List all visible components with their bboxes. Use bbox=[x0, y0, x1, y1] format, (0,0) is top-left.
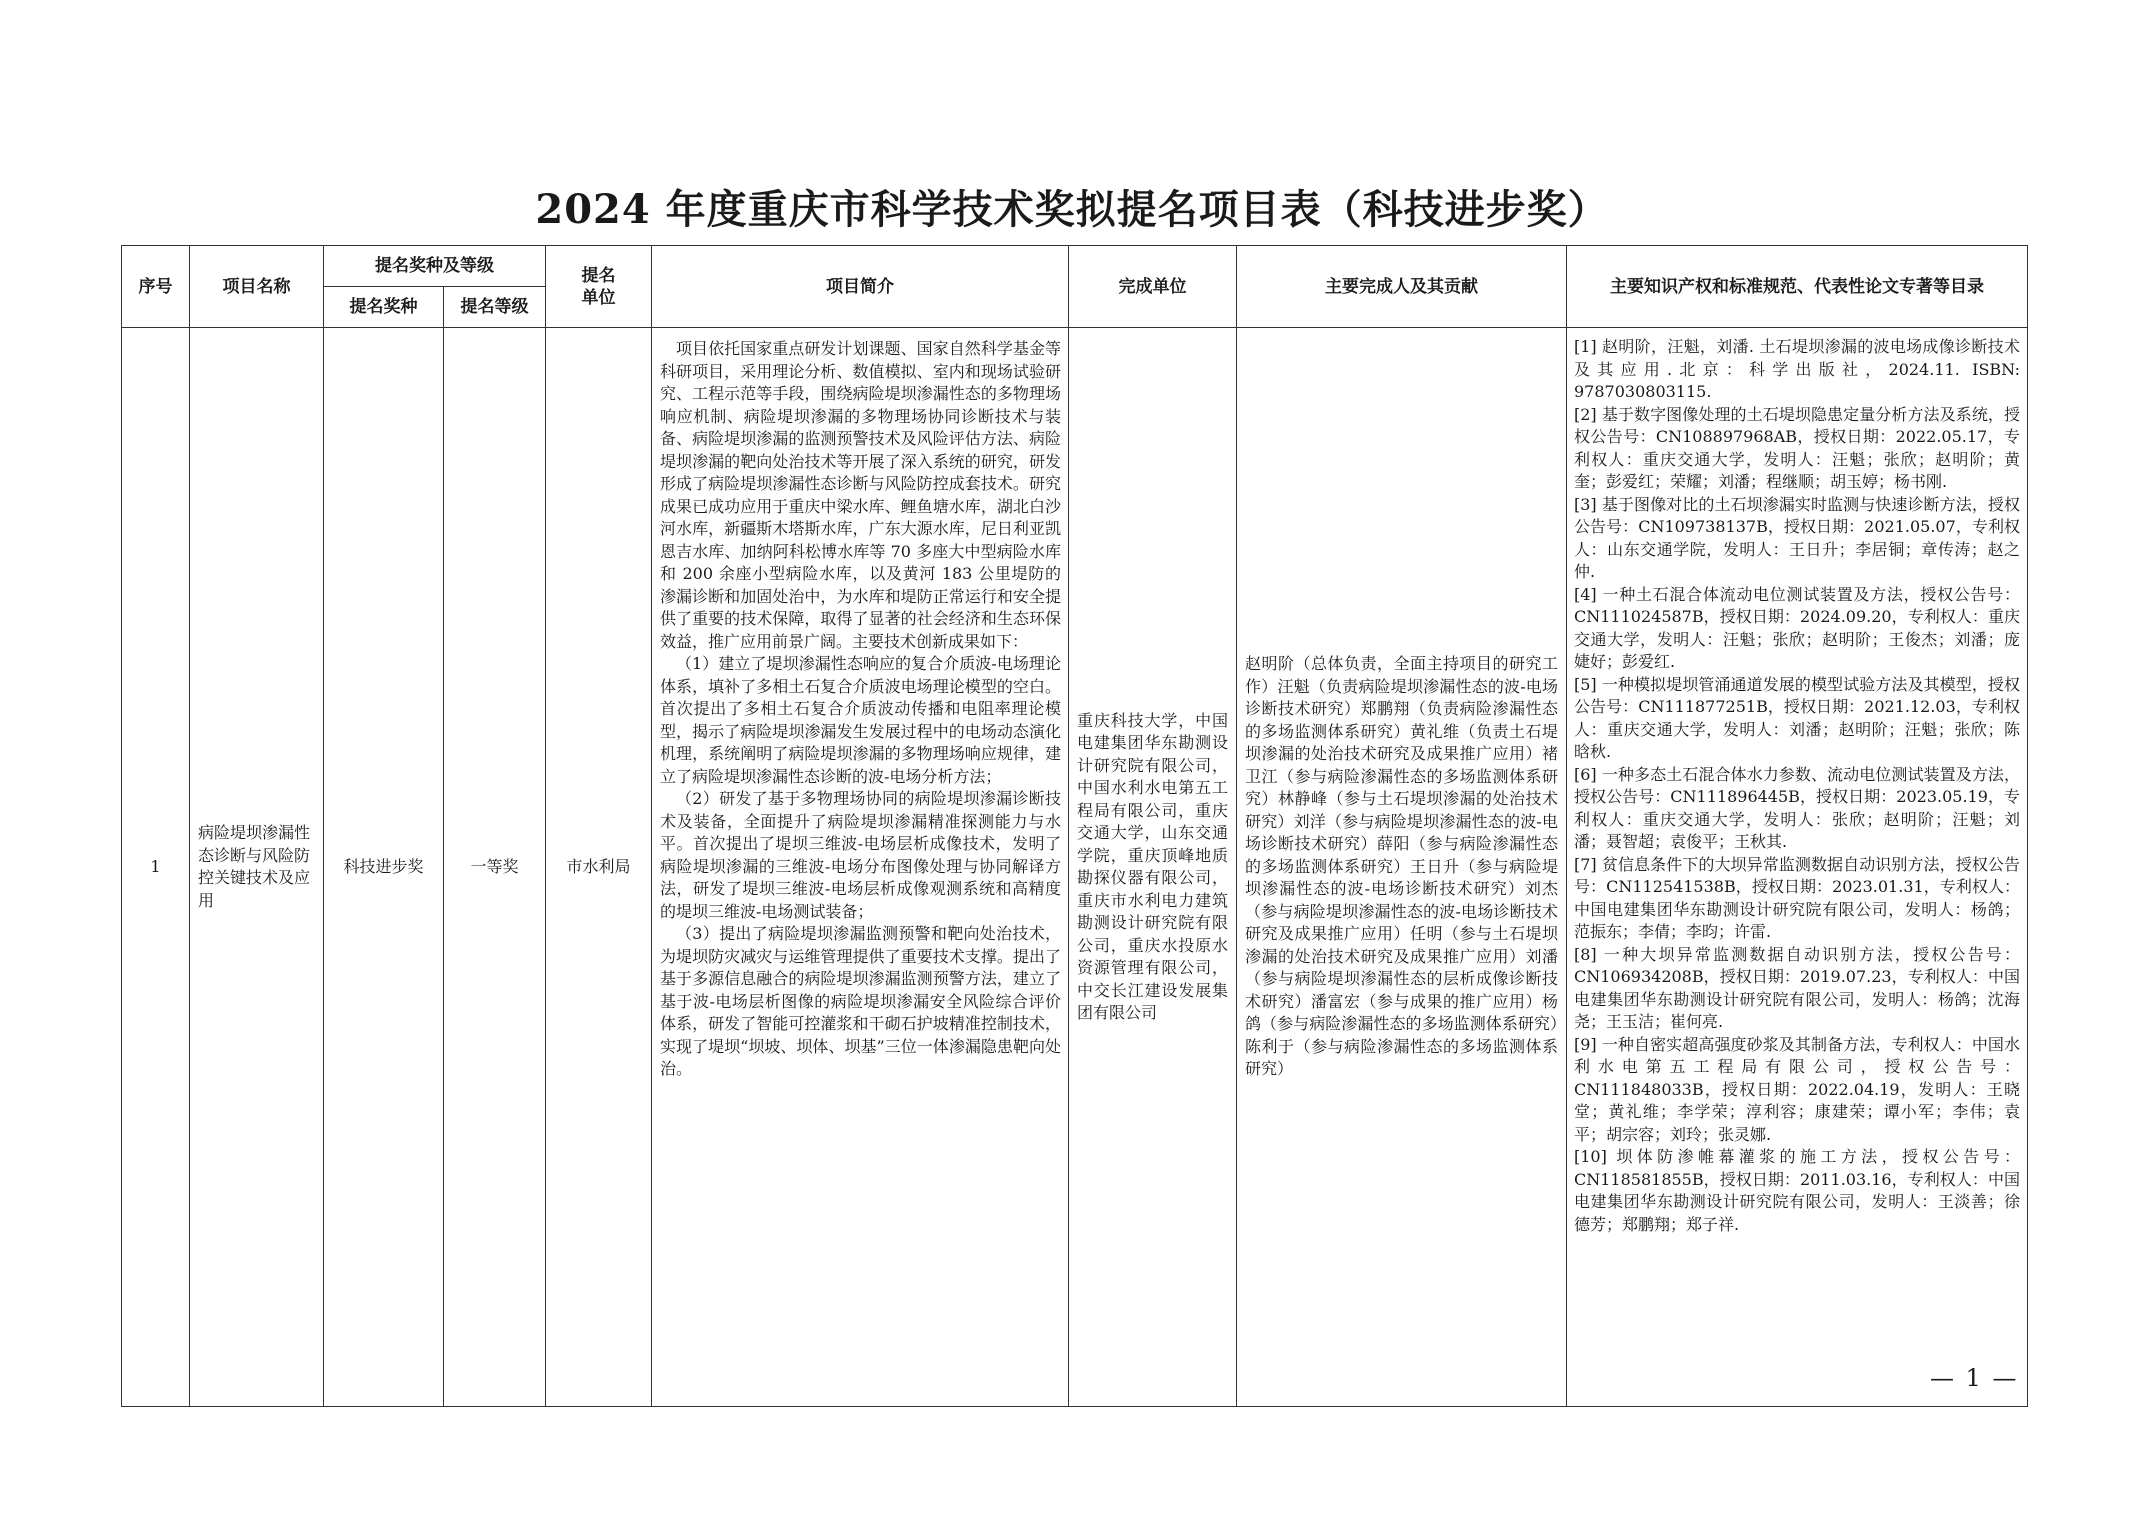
ip-item: [9] 一种自密实超高强度砂浆及其制备方法，专利权人：中国水利水电第五工程局有限公司，授权公告号：CN111848033B，授权日期：2022.04.19，发明人：王晓堂；黄礼维；李学荣；淳利容；康建荣；谭小军；李伟；袁平；胡宗容；刘玲；张灵娜. bbox=[1574, 1034, 2020, 1144]
ip-item: [1] 赵明阶，汪魁，刘潘. 土石堤坝渗漏的波电场成像诊断技术及其应用.北京：科学出版社，2024.11. ISBN: 9787030803115. bbox=[1574, 337, 2020, 401]
cell-award-level: 一等奖 bbox=[444, 328, 546, 1407]
page-number: — 1 — bbox=[1930, 1364, 2019, 1392]
header-summary: 项目简介 bbox=[652, 246, 1069, 328]
ip-item: [8] 一种大坝异常监测数据自动识别方法，授权公告号：CN106934208B，授权日期：2019.07.23，专利权人：中国电建集团华东勘测设计研究院有限公司，发明人：杨鸽；沈海尧；王玉洁；崔何亮. bbox=[1574, 944, 2020, 1031]
cell-award-type: 科技进步奖 bbox=[324, 328, 444, 1407]
header-award-type: 提名奖种 bbox=[324, 287, 444, 328]
ip-item: [3] 基于图像对比的土石坝渗漏实时监测与快速诊断方法，授权公告号：CN109738137B，授权日期：2021.05.07，专利权人：山东交通学院，发明人：王日升；李居铜；章传涛；赵之仲. bbox=[1574, 494, 2020, 581]
summary-paragraph: （2）研发了基于多物理场协同的病险堤坝渗漏诊断技术及装备，全面提升了病险堤坝渗漏精准探测能力与水平。首次提出了堤坝三维波-电场层析成像技术，发明了病险堤坝渗漏的三维波-电场分布图像处理与协同解译方法，研发了堤坝三维波-电场层析成像观测系统和高精度的堤坝三维波-电场测试装备； bbox=[660, 789, 1061, 921]
page-title: 2024 年度重庆市科学技术奖拟提名项目表（科技进步奖） bbox=[535, 186, 1609, 233]
summary-paragraph: 项目依托国家重点研发计划课题、国家自然科学基金等科研项目，采用理论分析、数值模拟、室内和现场试验研究、工程示范等手段，围绕病险堤坝渗漏性态的多物理场响应机制、病险堤坝渗漏的多物理场协同诊断技术与装备、病险堤坝渗漏的监测预警技术及风险评估方法、病险堤坝渗漏的靶向处治技术等开展了深入系统的研究，研发形成了病险堤坝渗漏性态诊断与风险防控成套技术。研究成果已成功应用于重庆中梁水库、鲤鱼塘水库，湖北白沙河水库，新疆斯木塔斯水库，广东大源水库，尼日利亚凯恩吉水库、加纳阿科松博水库等 70 多座大中型病险水库和 200 余座小型病险水库，以及黄河 183 公里堤防的渗漏诊断和加固处治中，为水库和堤防正常运行和安全提供了重要的技术保障，取得了显著的社会经济和生态环保效益，推广应用前景广阔。主要技术创新成果如下： bbox=[660, 339, 1061, 651]
cell-completing-units: 重庆科技大学，中国电建集团华东勘测设计研究院有限公司，中国水利水电第五工程局有限公司，重庆交通大学，山东交通学院，重庆顶峰地质勘探仪器有限公司，重庆市水利电力建筑勘测设计研究院有限公司，重庆水投原水资源管理有限公司，中交长江建设发展集团有限公司 bbox=[1069, 328, 1237, 1407]
cell-ip-catalog bbox=[1567, 328, 2028, 1407]
ip-item: [6] 一种多态土石混合体水力参数、流动电位测试装置及方法，授权公告号：CN111896445B，授权日期：2023.05.19，专利权人：重庆交通大学，发明人：张欣；赵明阶；汪魁；刘潘；聂智超；袁俊平；王秋其. bbox=[1574, 764, 2020, 851]
ip-item: [2] 基于数字图像处理的土石堤坝隐患定量分析方法及系统，授权公告号：CN108897968AB，授权日期：2022.05.17，专利权人：重庆交通大学，发明人：汪魁；张欣；赵明阶；黄奎；彭爱红；荣耀；刘潘；程继顺；胡玉婷；杨书刚. bbox=[1574, 404, 2020, 491]
header-project-name: 项目名称 bbox=[190, 246, 324, 328]
header-seq: 序号 bbox=[122, 246, 190, 328]
ip-item: [4] 一种土石混合体流动电位测试装置及方法，授权公告号：CN111024587B，授权日期：2024.09.20，专利权人：重庆交通大学，发明人：汪魁；张欣；赵明阶；王俊杰；刘潘；庞婕好；彭爱红. bbox=[1574, 584, 2020, 671]
ip-item: [10] 坝体防渗帷幕灌浆的施工方法，授权公告号：CN118581855B，授权日期：2011.03.16，专利权人：中国电建集团华东勘测设计研究院有限公司，发明人：王淡善；徐德芳；郑鹏翔；郑子祥. bbox=[1574, 1147, 2020, 1234]
summary-paragraph: （1）建立了堤坝渗漏性态响应的复合介质波-电场理论体系，填补了多相土石复合介质波电场理论模型的空白。首次提出了多相土石复合介质波动传播和电阻率理论模型，揭示了病险堤坝渗漏发生发展过程中的电场动态演化机理，系统阐明了病险堤坝渗漏的多物理场响应规律，建立了病险堤坝渗漏性态诊断的波-电场分析方法； bbox=[660, 654, 1061, 786]
summary-paragraph: （3）提出了病险堤坝渗漏监测预警和靶向处治技术，为堤坝防灾减灾与运维管理提供了重要技术支撑。提出了基于多源信息融合的病险堤坝渗漏监测预警方法，建立了基于波-电场层析图像的病险堤坝渗漏安全风险综合评价体系，研发了智能可控灌浆和干砌石护坡精准控制技术，实现了堤坝“坝坡、坝体、坝基”三位一体渗漏隐患靶向处治。 bbox=[660, 924, 1061, 1078]
header-main-contributors: 主要完成人及其贡献 bbox=[1237, 246, 1567, 328]
header-nominating-unit: 提名单位 bbox=[546, 246, 652, 328]
header-completing-units: 完成单位 bbox=[1069, 246, 1237, 328]
table-row bbox=[122, 328, 2028, 1407]
cell-summary bbox=[652, 328, 1069, 1407]
header-award-group: 提名奖种及等级 bbox=[324, 246, 546, 287]
ip-item: [5] 一种模拟堤坝管涌通道发展的模型试验方法及其模型，授权公告号：CN111877251B，授权日期：2021.12.03，专利权人：重庆交通大学，发明人：刘潘；赵明阶；汪魁；张欣；陈晗秋. bbox=[1574, 674, 2020, 761]
cell-project-name: 病险堤坝渗漏性态诊断与风险防控关键技术及应用 bbox=[190, 328, 324, 1407]
cell-seq: 1 bbox=[122, 328, 190, 1407]
cell-nominating-unit: 市水利局 bbox=[546, 328, 652, 1407]
header-ip-catalog: 主要知识产权和标准规范、代表性论文专著等目录 bbox=[1567, 246, 2028, 328]
cell-main-contributors: 赵明阶（总体负责，全面主持项目的研究工作）汪魁（负责病险堤坝渗漏性态的波-电场诊断技术研究）郑鹏翔（负责病险渗漏性态的多场监测体系研究）黄礼维（负责土石堤坝渗漏的处治技术研究及成果推广应用）褚卫江（参与病险渗漏性态的多场监测体系研究）林静峰（参与土石堤坝渗漏的处治技术研究）刘洋（参与病险堤坝渗漏性态的波-电场诊断技术研究）薛阳（参与病险渗漏性态的多场监测体系研究）王日升（参与病险堤坝渗漏性态的波-电场诊断技术研究）刘杰（参与病险堤坝渗漏性态的波-电场诊断技术研究及成果推广应用）任明（参与土石堤坝渗漏的处治技术研究及成果推广应用）刘潘（参与病险堤坝渗漏性态的层析成像诊断技术研究）潘富宏（参与成果的推广应用）杨鸽（参与病险渗漏性态的多场监测体系研究）陈利于（参与病险渗漏性态的多场监测体系研究） bbox=[1237, 328, 1567, 1407]
ip-item: [7] 贫信息条件下的大坝异常监测数据自动识别方法，授权公告号：CN112541538B，授权日期：2023.01.31，专利权人：中国电建集团华东勘测设计研究院有限公司，发明人：杨鸽；范振东；李倩；李昀；许雷. bbox=[1574, 854, 2020, 941]
header-award-level: 提名等级 bbox=[444, 287, 546, 328]
nomination-table bbox=[121, 245, 2028, 1407]
